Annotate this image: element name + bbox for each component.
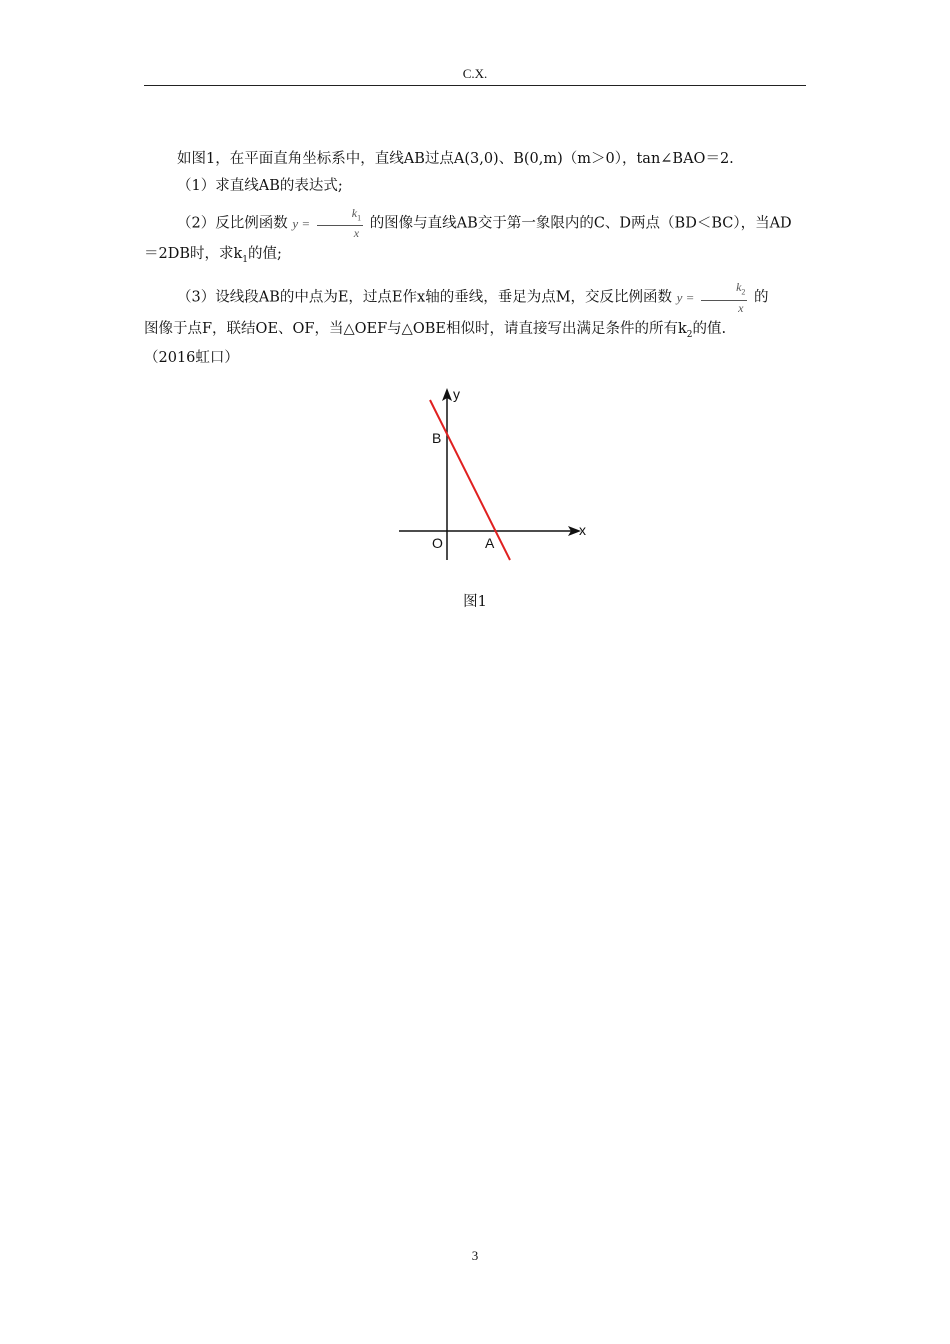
- question-3-text-b: 的: [754, 289, 769, 306]
- figure-caption: 图1: [463, 594, 487, 610]
- question-2: [144, 206, 806, 241]
- frac2: [701, 280, 747, 315]
- inverse-function-k2: [676, 280, 754, 315]
- frac1: [317, 206, 363, 241]
- frac2-numerator: $k_2$: [701, 280, 747, 300]
- question-3-text-a: （3）设线段AB的中点为E，过点E作x轴的垂线，垂足为点M，交反比例函数: [177, 289, 673, 306]
- problem-body: [144, 146, 806, 372]
- header-rule: [144, 85, 806, 86]
- page-header: C.X.: [462, 66, 488, 81]
- frac1-lhs: y =: [292, 215, 311, 231]
- question-2-cont: ＝2DB时，求$k_1$的值;: [144, 246, 282, 266]
- figure-1-coordinate-plane: [396, 382, 596, 564]
- question-2-text-a: （2）反比例函数: [177, 215, 288, 232]
- label-x: x: [579, 522, 586, 538]
- label-b: B: [432, 430, 442, 446]
- question-3: [144, 280, 806, 315]
- problem-source: （2016虹口）: [144, 349, 239, 366]
- label-y: y: [453, 386, 460, 402]
- question-1: （1）求直线AB的表达式;: [177, 178, 343, 194]
- problem-intro: 如图1，在平面直角坐标系中，直线AB过点A(3,0)、B(0,m)（m＞0），tan∠BAO＝2.: [177, 151, 734, 167]
- frac1-numerator: $k_1$: [317, 206, 363, 226]
- label-o: O: [432, 535, 443, 551]
- inverse-function-k1: [292, 206, 369, 241]
- label-a: A: [485, 535, 495, 551]
- question-3-cont: 图像于点F，联结OE、OF，当△OEF与△OBE相似时，请直接写出满足条件的所有$k_2$的值.: [144, 320, 727, 340]
- frac2-lhs: y =: [676, 289, 695, 305]
- question-2-text-b: 的图像与直线AB交于第一象限内的C、D两点（BD＜BC），当AD: [369, 215, 792, 232]
- frac2-denominator: x: [738, 300, 744, 315]
- frac1-denominator: x: [353, 226, 360, 241]
- page-number: 3: [471, 1248, 479, 1263]
